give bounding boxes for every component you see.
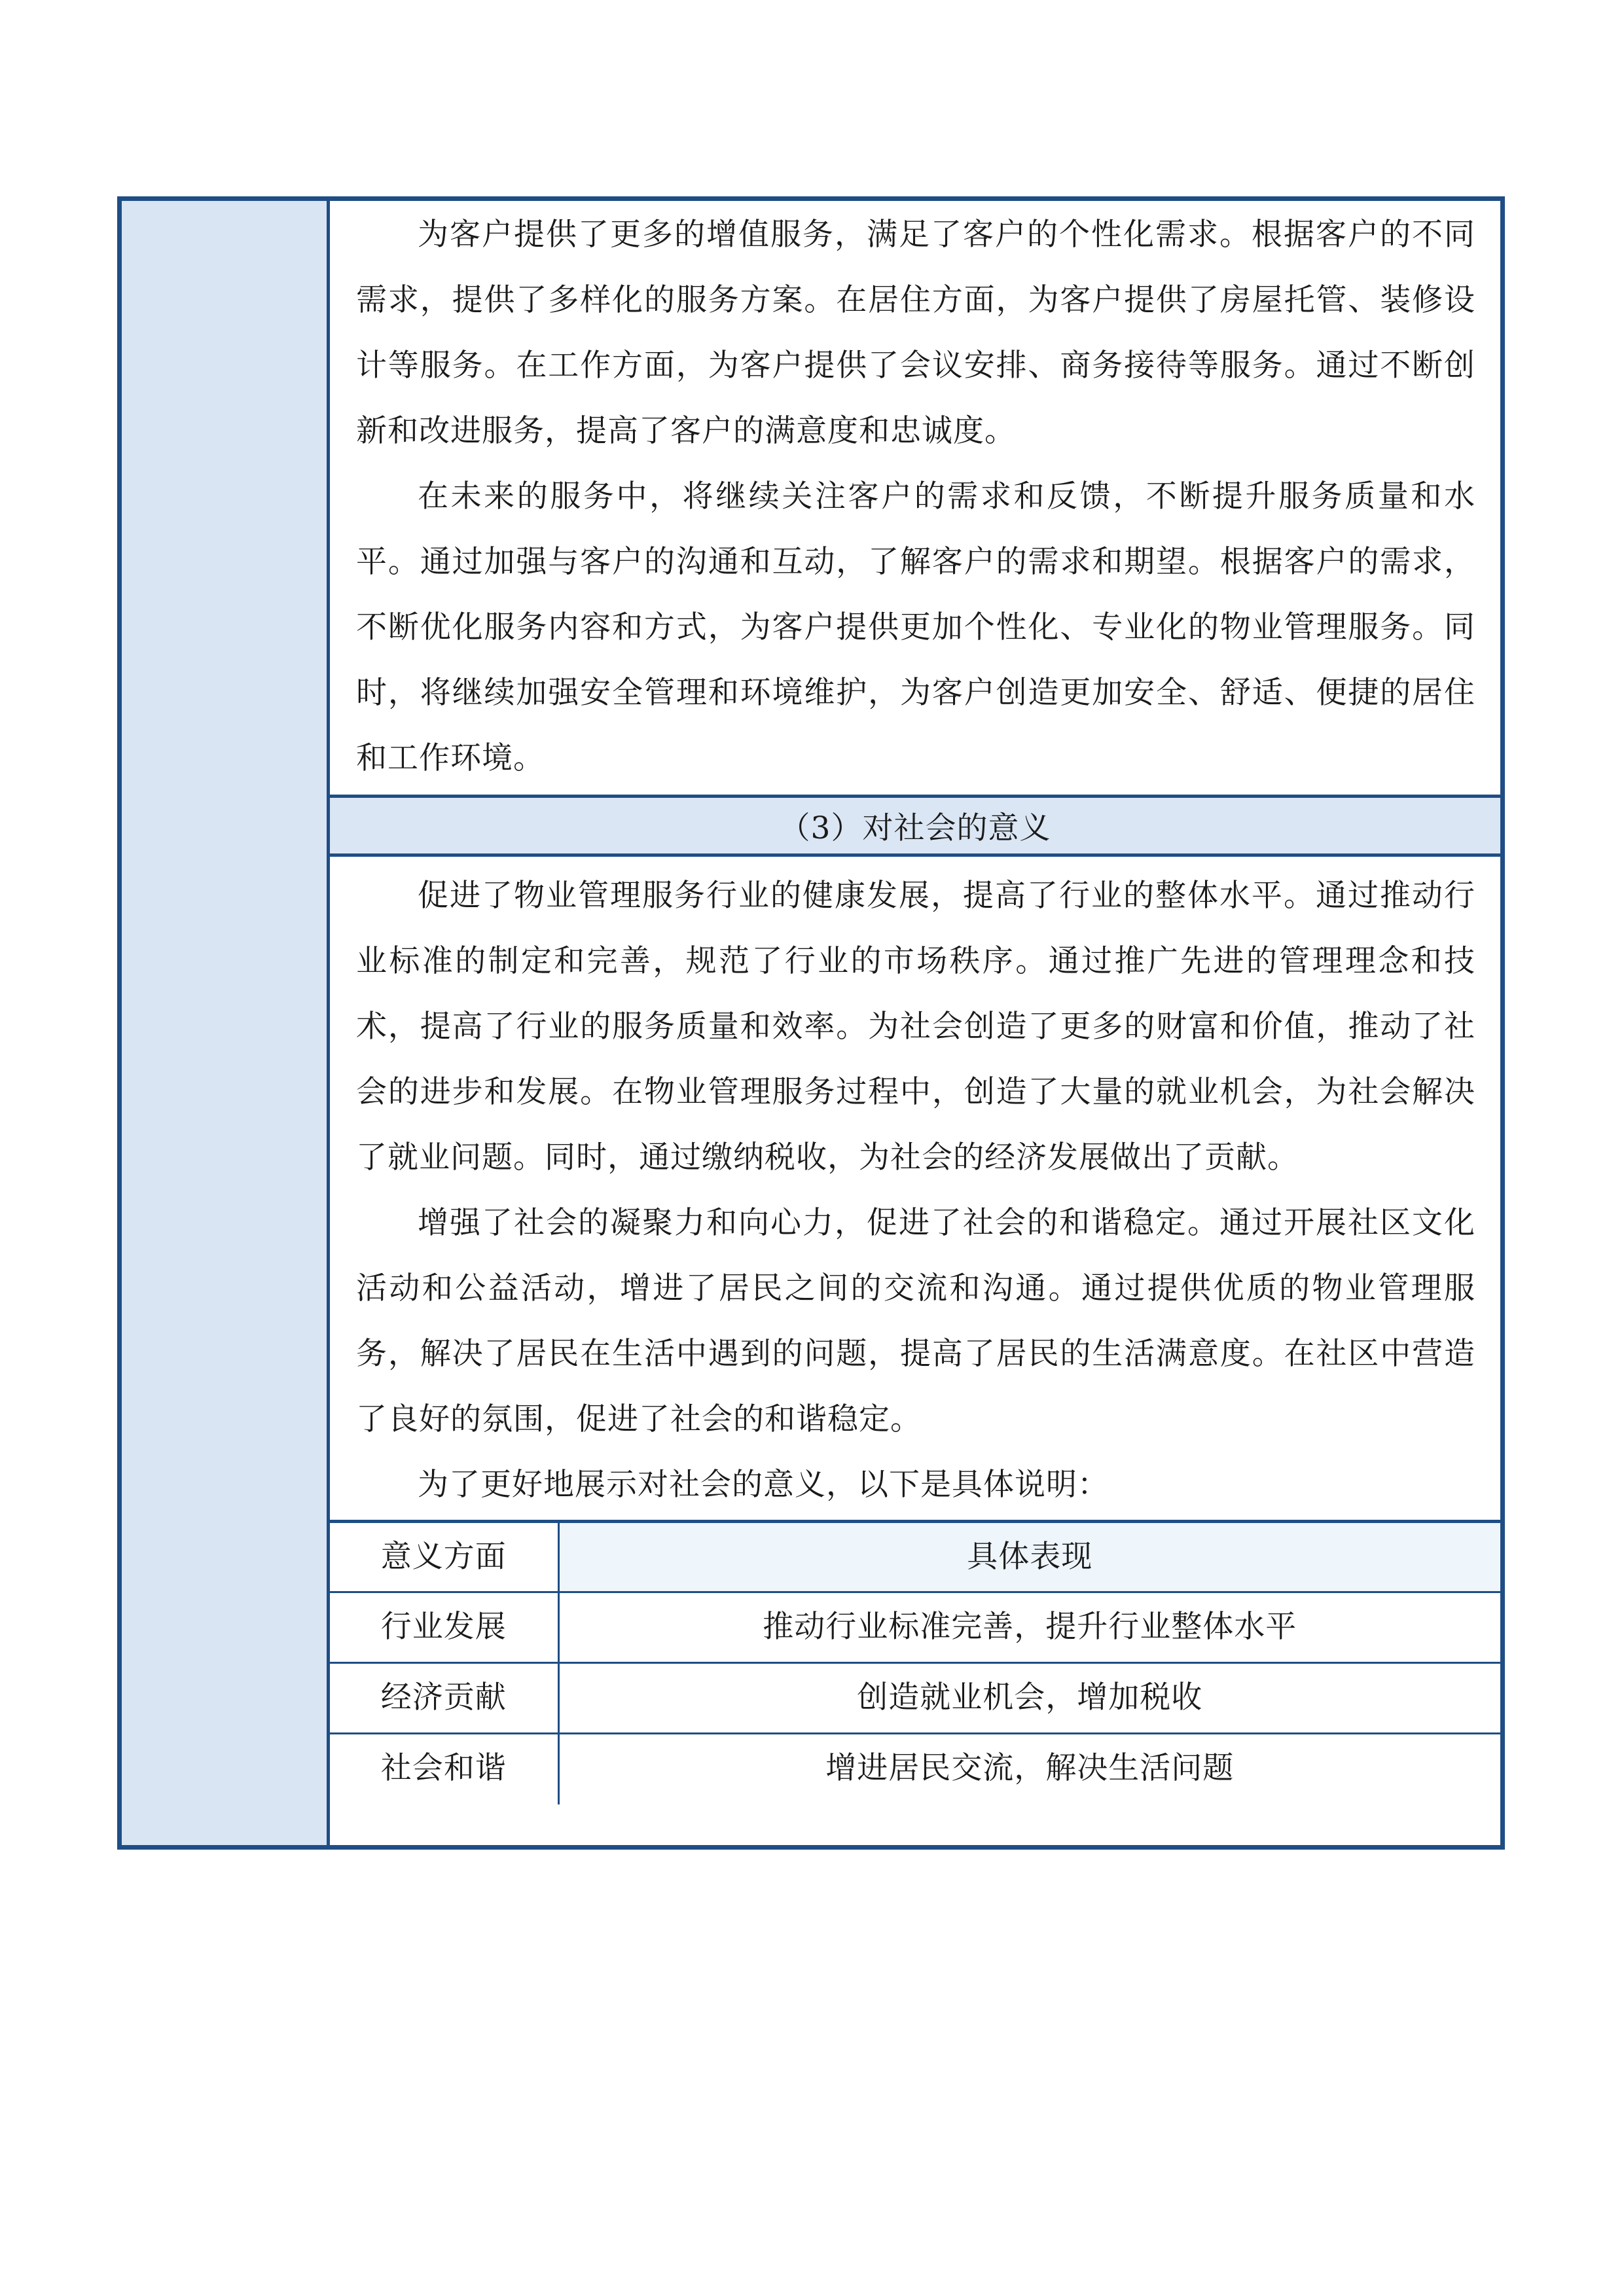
meaning-table	[330, 1520, 1500, 1804]
social-significance-section	[330, 863, 1500, 1518]
left-label-column	[122, 201, 330, 1845]
paragraph: 促进了物业管理服务行业的健康发展，提高了行业的整体水平。通过推动行业标准的制定和完善，规范了行业的市场秩序。通过推广先进的管理理念和技术，提高了行业的服务质量和效率。为社会创造了更多的财富和价值，推动了社会的进步和发展。在物业管理服务过程中，创造了大量的就业机会，为社会解决了就业问题。同时，通过缴纳税收，为社会的经济发展做出了贡献。	[356, 878, 1475, 1175]
table-row	[330, 1663, 1500, 1734]
right-content-column	[330, 201, 1500, 1845]
paragraph: 为客户提供了更多的增值服务，满足了客户的个性化需求。根据客户的不同需求，提供了多样化的服务方案。在居住方面，为客户提供了房屋托管、装修设计等服务。在工作方面，为客户提供了会议安排、商务接待等服务。通过不断创新和改进服务，提高了客户的满意度和忠诚度。	[356, 217, 1475, 449]
table-header-row	[330, 1522, 1500, 1592]
table-cell: 增进居民交流，解决生活问题	[825, 1750, 1235, 1786]
content-frame	[117, 196, 1505, 1850]
table-header-cell: 意义方面	[330, 1522, 558, 1592]
paragraph: 为了更好地展示对社会的意义，以下是具体说明：	[418, 1467, 1109, 1503]
table-cell: 行业发展	[330, 1592, 558, 1663]
table-cell: 经济贡献	[330, 1663, 558, 1734]
table-cell: 社会和谐	[330, 1734, 558, 1804]
section-title: （3）对社会的意义	[779, 810, 1051, 846]
paragraph: 在未来的服务中，将继续关注客户的需求和反馈，不断提升服务质量和水平。通过加强与客户的沟通和互动，了解客户的需求和期望。根据客户的需求，不断优化服务内容和方式，为客户提供更加个性化、专业化的物业管理服务。同时，将继续加强安全管理和环境维护，为客户创造更加安全、舒适、便捷的居住和工作环境。	[356, 478, 1475, 776]
table-row	[330, 1592, 1500, 1663]
client-service-section	[330, 202, 1500, 795]
table-cell: 推动行业标准完善，提升行业整体水平	[558, 1592, 1500, 1663]
table-header-cell: 具体表现	[558, 1522, 1500, 1592]
section-header	[330, 795, 1500, 857]
paragraph: 增强了社会的凝聚力和向心力，促进了社会的和谐稳定。通过开展社区文化活动和公益活动，增进了居民之间的交流和沟通。通过提供优质的物业管理服务，解决了居民在生活中遇到的问题，提高了居民的生活满意度。在社区中营造了良好的氛围，促进了社会的和谐稳定。	[356, 1205, 1475, 1437]
table-row	[330, 1734, 1500, 1804]
table-cell: 创造就业机会，增加税收	[558, 1663, 1500, 1734]
